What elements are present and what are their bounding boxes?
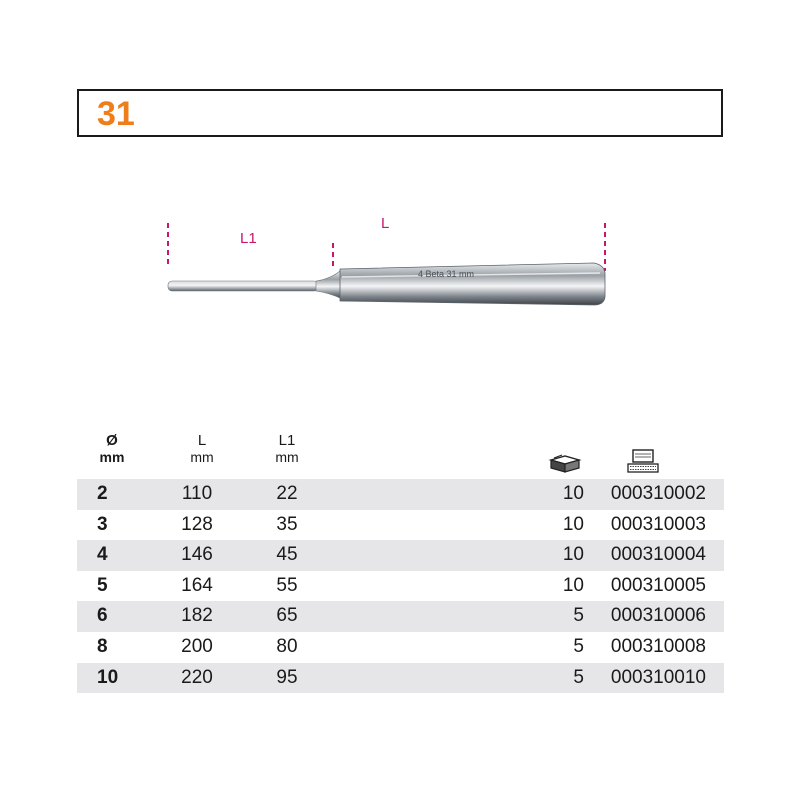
cell-diameter: 8 (97, 635, 108, 657)
cell-length: 200 (181, 635, 213, 657)
cell-package-qty: 10 (562, 544, 584, 566)
header-length1 (257, 432, 317, 465)
engraving-text: 4 Beta 31 mm (418, 269, 475, 279)
cell-diameter: 2 (97, 483, 108, 504)
product-table (77, 479, 724, 693)
package-box-icon (548, 452, 582, 479)
cell-package-qty: 10 (562, 574, 584, 596)
cell-diameter: 3 (97, 513, 108, 535)
table-row (77, 663, 724, 694)
table-row (77, 510, 724, 541)
cell-package-qty: 5 (573, 605, 584, 627)
cell-length1: 45 (276, 544, 298, 566)
cell-diameter: 10 (97, 666, 119, 688)
cell-length: 110 (181, 483, 213, 504)
cell-length: 220 (181, 666, 213, 688)
table-row (77, 540, 724, 571)
length-unit: mm (190, 449, 214, 465)
cell-article-code: 000310003 (610, 513, 706, 535)
pin-punch-drawing (150, 205, 620, 315)
diameter-symbol: Ø (106, 432, 118, 449)
cell-diameter: 5 (97, 574, 108, 596)
cell-length1: 35 (276, 513, 298, 535)
header-diameter (97, 432, 127, 465)
cell-length1: 95 (276, 666, 298, 688)
pin-tip (168, 281, 318, 291)
cell-length1: 22 (276, 483, 298, 504)
cell-diameter: 6 (97, 605, 108, 627)
length1-unit: mm (275, 449, 299, 465)
cell-package-qty: 5 (573, 666, 584, 688)
cell-article-code: 000310008 (610, 635, 706, 657)
product-number-title: 31 (97, 95, 135, 133)
cell-article-code: 000310004 (610, 544, 706, 566)
cell-length1: 65 (276, 605, 298, 627)
dimension-l1-label: L1 (240, 230, 257, 247)
cell-length: 182 (181, 605, 213, 627)
cell-length1: 80 (276, 635, 298, 657)
header-length (172, 432, 232, 465)
cell-package-qty: 10 (562, 513, 584, 535)
length-label: L (197, 432, 207, 449)
cell-diameter: 4 (97, 544, 108, 566)
cell-article-code: 000310010 (610, 666, 706, 688)
terminal-computer-icon (626, 449, 660, 478)
pin-taper (316, 271, 342, 299)
cell-length1: 55 (276, 574, 298, 596)
dimension-l-label: L (381, 215, 390, 232)
cell-length: 128 (181, 513, 213, 535)
table-row (77, 632, 724, 663)
cell-article-code: 000310005 (610, 574, 706, 596)
cell-length: 146 (181, 544, 213, 566)
diameter-unit: mm (99, 449, 125, 465)
table-row (77, 479, 724, 510)
table-row (77, 601, 724, 632)
cell-package-qty: 10 (562, 483, 584, 504)
cell-package-qty: 5 (573, 635, 584, 657)
title-box (77, 89, 723, 137)
cell-article-code: 000310002 (610, 483, 706, 504)
length1-label: L1 (278, 432, 296, 449)
table-row (77, 571, 724, 602)
cell-article-code: 000310006 (610, 605, 706, 627)
cell-length: 164 (181, 574, 213, 596)
